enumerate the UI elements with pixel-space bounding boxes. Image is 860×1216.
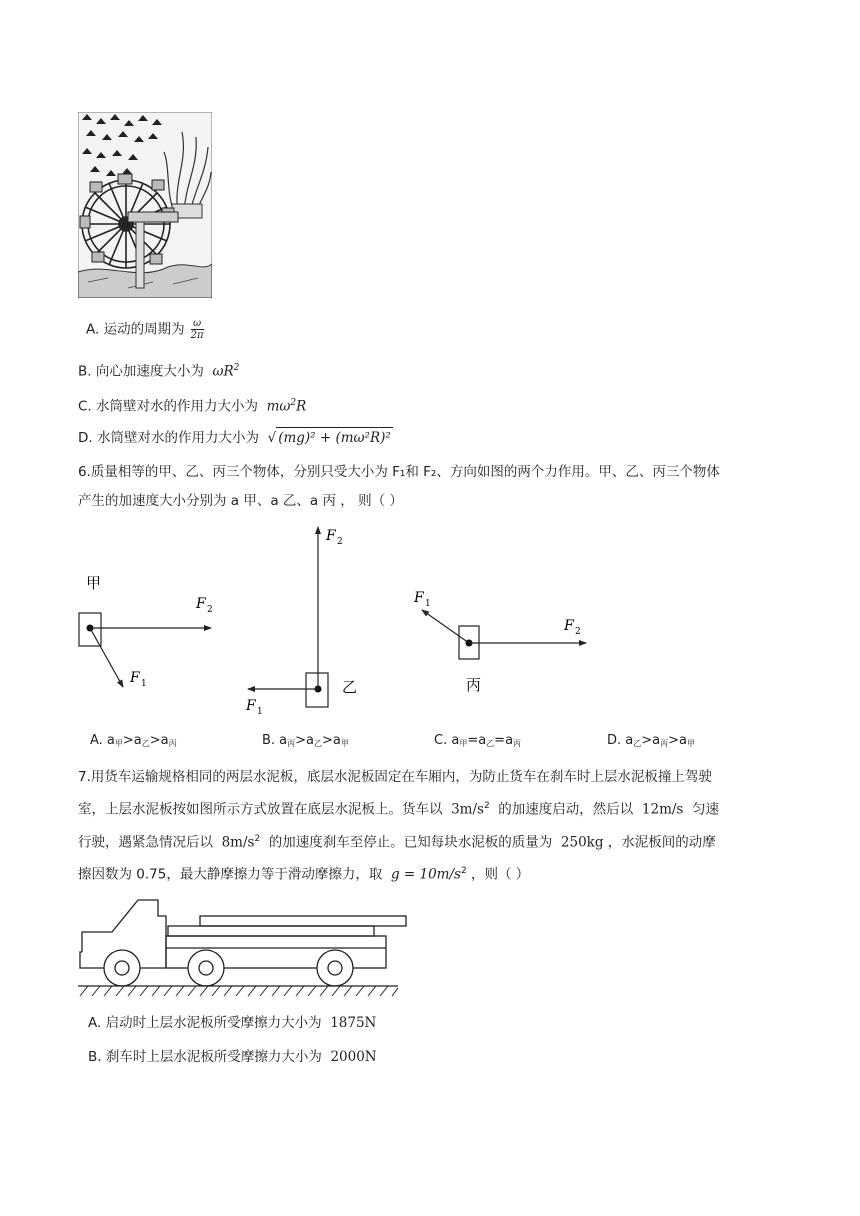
svg-text:F: F (414, 590, 424, 606)
q7-option-b: B. 刹车时上层水泥板所受摩擦力大小为 2000N (88, 1049, 377, 1065)
q5-option-b: B. 向心加速度大小为 $\omega R^2$ (78, 363, 240, 380)
svg-text:F: F (564, 618, 574, 634)
svg-text:F: F (130, 670, 140, 686)
svg-text:1: 1 (141, 679, 147, 689)
q7-stem: 7.用货车运输规格相同的两层水泥板，底层水泥板固定在车厢内，为防止货车在刹车时上层水泥板撞上驾驶 室，上层水泥板按如图所示方式放置在底层水泥板上。货车以 $3m/s^2$ 的加速度启动，然后以 12m/s 匀速 行驶，遇紧急情况后以 $8m/s^2$ 的加速度刹车至停止。已知每块水泥板的质量为 250kg ，水泥板间的动摩 擦因数为 0.75，最大静摩擦力等于滑动摩擦力，取 $g = 10m/s^2$ ，则（ ） (78, 769, 719, 883)
q6-option-d: D. a乙>a丙>a甲 (607, 733, 695, 748)
svg-text:F: F (246, 698, 256, 714)
label-yi: 乙 (342, 678, 358, 696)
svg-text:1: 1 (425, 599, 431, 609)
water-wheel-illustration (78, 112, 212, 298)
svg-text:2: 2 (337, 537, 343, 547)
option-label: A. 运动的周期为 (86, 321, 185, 338)
q6-option-b: B. a丙>a乙>a甲 (262, 733, 349, 748)
q7-option-a: A. 启动时上层水泥板所受摩擦力大小为 1875N (88, 1015, 377, 1031)
q6-option-c: C. a甲=a乙=a丙 (434, 733, 522, 748)
q6-stem: 6.质量相等的甲、乙、丙三个物体，分别只受大小为 F₁和 F₂、方向如图的两个力作用。甲、乙、丙三个物体 产生的加速度大小分别为 a 甲、a 乙、a 丙 ， 则（ ） (78, 464, 720, 509)
label-bing: 丙 (466, 676, 482, 694)
svg-text:1: 1 (257, 707, 263, 717)
q5-option-c: C. 水筒壁对水的作用力大小为 $m\omega^2R$ (78, 398, 307, 415)
q6-option-a: A. a甲>a乙>a丙 (90, 733, 177, 748)
svg-text:2: 2 (575, 627, 581, 637)
q6-force-diagram (70, 522, 610, 722)
label-jia: 甲 (86, 574, 102, 592)
svg-text:F: F (326, 528, 336, 544)
svg-text:2: 2 (207, 605, 213, 615)
q5-option-d: D. 水筒壁对水的作用力大小为 √ (mg)² + (mω²R)² (78, 427, 393, 448)
svg-text:F: F (196, 596, 206, 612)
fraction: $\frac{\omega}{2\pi}$ (190, 318, 204, 341)
q5-option-a (86, 318, 204, 340)
truck-diagram (76, 896, 412, 1000)
